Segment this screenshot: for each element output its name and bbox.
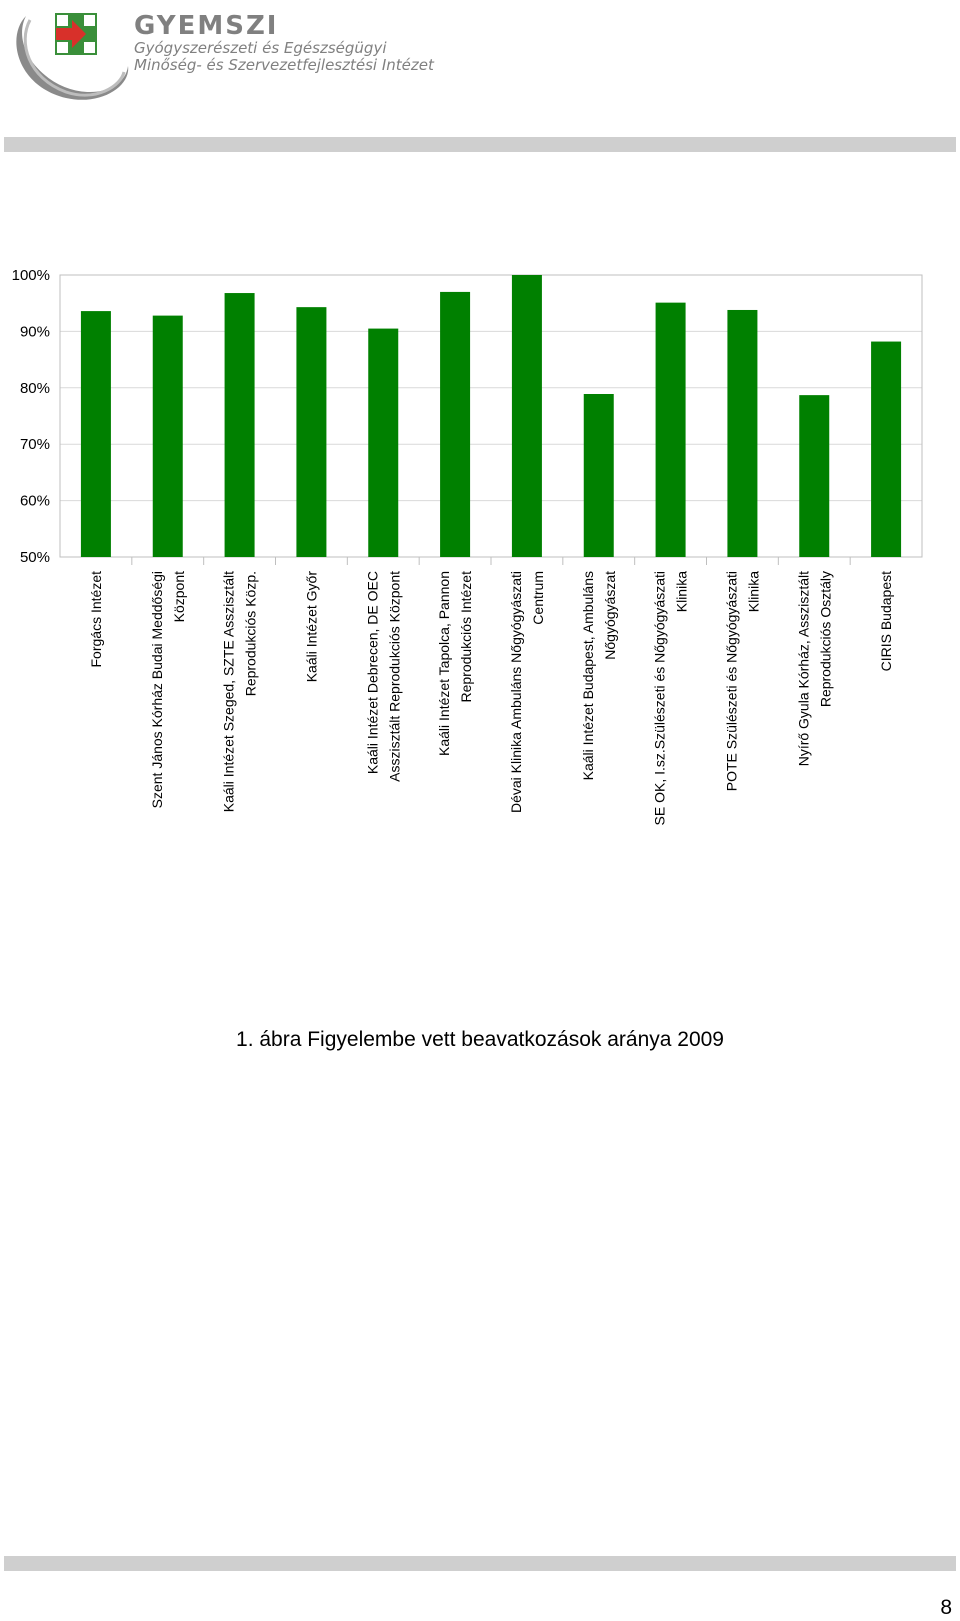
y-axis-tick-labels — [12, 267, 50, 566]
x-category-label-line: Dévai Klinika Ambuláns Nőgyógyászati — [507, 571, 524, 814]
x-category-label-line: Reprodukciós Osztály — [817, 571, 834, 708]
y-tick-label: 100% — [11, 267, 50, 284]
x-category-label — [88, 571, 104, 668]
y-tick-label: 80% — [19, 379, 50, 397]
y-tick-label: 60% — [19, 492, 50, 510]
plot-area-frame — [60, 275, 922, 557]
x-category-label-line: Asszisztált Reprodukciós Központ — [386, 571, 403, 782]
x-category-label-line: Kaáli Intézet Budapest, Ambuláns — [579, 571, 596, 781]
bar — [296, 307, 326, 557]
x-axis-category-labels — [88, 571, 894, 826]
figure-caption: 1. ábra Figyelembe vett beavatkozások aránya 2009 — [236, 1028, 724, 1051]
x-category-label-line: Szent János Kórház Budai Meddőségi — [148, 571, 165, 809]
x-category-label-line: SE OK, I.sz.Szülészeti és Nőgyógyászati — [651, 571, 668, 826]
chart-gridlines — [60, 275, 922, 557]
x-category-label — [149, 571, 187, 808]
x-category-label-line: Centrum — [529, 571, 546, 625]
logo-subtitle-line-1: Gyógyszerészeti és Egészségügyi — [134, 39, 387, 57]
x-category-label-line: Kaáli Intézet Győr — [303, 571, 320, 683]
x-category-label-line: Központ — [170, 571, 187, 623]
x-category-label-line: CIRIS Budapest — [878, 571, 895, 672]
x-category-label-line: Kaáli Intézet Tapolca, Pannon — [436, 571, 453, 756]
logo-title: GYEMSZI — [134, 11, 279, 41]
x-category-label — [580, 571, 618, 780]
bar — [727, 310, 757, 557]
x-category-label — [795, 571, 833, 766]
x-category-label — [436, 571, 474, 756]
x-category-label-line: Nőgyógyászat — [601, 571, 618, 660]
x-category-label — [221, 571, 259, 812]
footer-divider-band — [4, 1556, 956, 1571]
y-tick-label: 50% — [19, 549, 50, 566]
x-category-label-line: Kaáli Intézet Debrecen, DE OEC — [364, 571, 381, 775]
bar — [153, 316, 183, 557]
x-category-label-line: Reprodukciós Intézet — [458, 571, 475, 703]
bar — [368, 329, 398, 557]
bar — [871, 342, 901, 557]
x-category-label — [364, 571, 402, 782]
x-category-label-line: Kaáli Intézet Szeged, SZTE Asszisztált — [220, 571, 237, 813]
x-category-label — [652, 571, 690, 826]
x-category-label-line: POTE Szülészeti és Nőgyógyászati — [723, 571, 740, 792]
bar — [799, 395, 829, 557]
y-tick-label: 90% — [19, 323, 50, 341]
x-category-label — [508, 571, 546, 813]
x-category-label — [303, 571, 319, 683]
bar — [440, 292, 470, 557]
bar — [584, 394, 614, 557]
logo-subtitle-line-2: Minőség- és Szervezetfejlesztési Intézet — [134, 56, 434, 74]
bar — [512, 275, 542, 557]
x-category-label — [878, 571, 894, 671]
y-tick-label: 70% — [19, 436, 50, 454]
bar — [81, 311, 111, 557]
x-category-label-line: Nyírő Gyula Kórház, Asszisztált — [795, 571, 812, 767]
x-category-label-line: Klinika — [745, 571, 762, 613]
x-category-label-line: Forgács Intézet — [87, 571, 104, 668]
bar — [225, 293, 255, 557]
x-category-label-line: Klinika — [673, 571, 690, 613]
bar — [656, 303, 686, 557]
chart-bars — [81, 275, 901, 565]
page-number: 8 — [940, 1596, 952, 1619]
x-category-label — [723, 571, 761, 791]
x-category-label-line: Reprodukciós Közp. — [242, 571, 259, 697]
